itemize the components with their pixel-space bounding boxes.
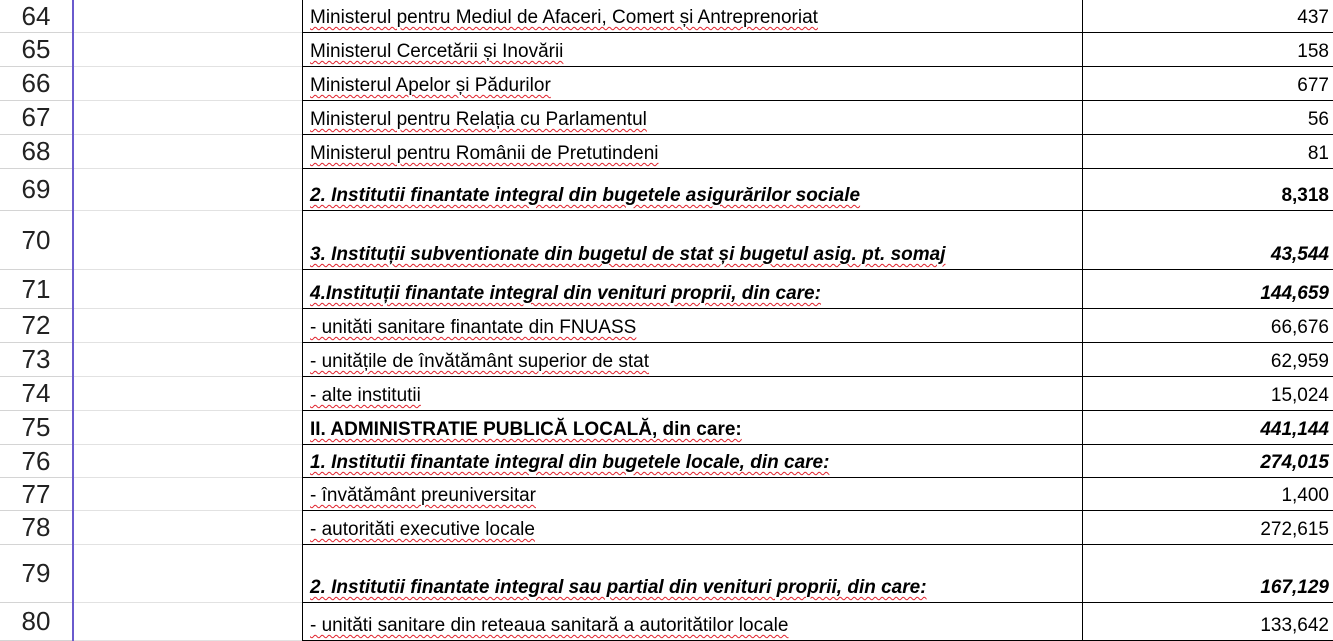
value-cell[interactable]: 677 xyxy=(1082,67,1333,101)
label-text: - alte institutii xyxy=(310,385,421,406)
label-cell[interactable] xyxy=(302,545,1082,603)
label-cell[interactable] xyxy=(302,445,1082,478)
label-text: Ministerul pentru Relația cu Parlamentul xyxy=(310,109,647,130)
label-cell[interactable] xyxy=(302,377,1082,411)
table-row xyxy=(0,411,1333,445)
label-cell[interactable] xyxy=(302,511,1082,545)
row-number[interactable]: 73 xyxy=(0,343,72,377)
label-text: - autorităti executive locale xyxy=(310,519,535,540)
empty-cell[interactable] xyxy=(74,0,302,33)
table-row xyxy=(0,343,1333,377)
label-text: - învătământ preuniversitar xyxy=(310,485,536,506)
label-cell[interactable] xyxy=(302,169,1082,211)
label-text: Ministerul Cercetării și Inovării xyxy=(310,41,564,62)
table-row xyxy=(0,169,1333,211)
table-row xyxy=(0,511,1333,545)
label-cell[interactable] xyxy=(302,211,1082,270)
row-number[interactable]: 68 xyxy=(0,135,72,169)
empty-cell[interactable] xyxy=(74,377,302,411)
value-cell[interactable]: 43,544 xyxy=(1082,211,1333,270)
value-cell[interactable]: 437 xyxy=(1082,0,1333,33)
row-number[interactable]: 69 xyxy=(0,169,72,211)
empty-cell[interactable] xyxy=(74,33,302,67)
table-row xyxy=(0,603,1333,641)
label-cell[interactable] xyxy=(302,0,1082,33)
value-cell[interactable]: 1,400 xyxy=(1082,478,1333,511)
value-cell[interactable]: 8,318 xyxy=(1082,169,1333,211)
table-row xyxy=(0,478,1333,511)
table-row xyxy=(0,33,1333,67)
table-row xyxy=(0,270,1333,309)
label-cell[interactable] xyxy=(302,309,1082,343)
empty-cell[interactable] xyxy=(74,67,302,101)
label-text: 1. Institutii finantate integral din bugetele locale, din care: xyxy=(310,452,830,473)
label-cell[interactable] xyxy=(302,411,1082,445)
value-cell[interactable]: 167,129 xyxy=(1082,545,1333,603)
empty-cell[interactable] xyxy=(74,603,302,641)
label-cell[interactable] xyxy=(302,343,1082,377)
row-number[interactable]: 64 xyxy=(0,0,72,33)
label-text: - unitățile de învătământ superior de stat xyxy=(310,351,650,372)
value-cell[interactable]: 133,642 xyxy=(1082,603,1333,641)
table-row xyxy=(0,377,1333,411)
empty-cell[interactable] xyxy=(74,135,302,169)
row-number[interactable]: 74 xyxy=(0,377,72,411)
label-text: Ministerul pentru Românii de Pretutindeni xyxy=(310,143,659,164)
value-cell[interactable]: 81 xyxy=(1082,135,1333,169)
row-number[interactable]: 79 xyxy=(0,545,72,603)
row-number[interactable]: 67 xyxy=(0,101,72,135)
label-cell[interactable] xyxy=(302,478,1082,511)
empty-cell[interactable] xyxy=(74,270,302,309)
row-number[interactable]: 72 xyxy=(0,309,72,343)
value-cell[interactable]: 15,024 xyxy=(1082,377,1333,411)
label-text: - unităti sanitare din reteaua sanitară a autoritătilor locale xyxy=(310,615,789,636)
empty-cell[interactable] xyxy=(74,445,302,478)
row-number[interactable]: 77 xyxy=(0,478,72,511)
value-cell[interactable]: 441,144 xyxy=(1082,411,1333,445)
row-number[interactable]: 71 xyxy=(0,270,72,309)
row-number[interactable]: 65 xyxy=(0,33,72,67)
empty-cell[interactable] xyxy=(74,101,302,135)
value-cell[interactable]: 56 xyxy=(1082,101,1333,135)
label-text: 3. Instituții subventionate din bugetul de stat și bugetul asig. pt. somaj xyxy=(310,244,946,265)
value-cell[interactable]: 144,659 xyxy=(1082,270,1333,309)
empty-cell[interactable] xyxy=(74,478,302,511)
label-text: - unităti sanitare finantate din FNUASS xyxy=(310,317,637,338)
table-row xyxy=(0,135,1333,169)
value-cell[interactable]: 272,615 xyxy=(1082,511,1333,545)
empty-cell[interactable] xyxy=(74,343,302,377)
empty-cell[interactable] xyxy=(74,411,302,445)
label-text: 4.Instituții finantate integral din venituri proprii, din care: xyxy=(310,283,821,304)
row-number[interactable]: 75 xyxy=(0,411,72,445)
table-row xyxy=(0,211,1333,270)
label-cell[interactable] xyxy=(302,33,1082,67)
value-cell[interactable]: 62,959 xyxy=(1082,343,1333,377)
label-cell[interactable] xyxy=(302,270,1082,309)
row-number[interactable]: 80 xyxy=(0,603,72,641)
label-text: 2. Institutii finantate integral din bugetele asigurărilor sociale xyxy=(310,185,861,206)
label-text: Ministerul pentru Mediul de Afaceri, Comert și Antreprenoriat xyxy=(310,7,818,28)
value-cell[interactable]: 66,676 xyxy=(1082,309,1333,343)
row-number[interactable]: 78 xyxy=(0,511,72,545)
table-row xyxy=(0,445,1333,478)
empty-cell[interactable] xyxy=(74,211,302,270)
label-text: 2. Institutii finantate integral sau partial din venituri proprii, din care: xyxy=(310,577,927,598)
table-row xyxy=(0,0,1333,33)
row-number[interactable]: 76 xyxy=(0,445,72,478)
table-row xyxy=(0,67,1333,101)
empty-cell[interactable] xyxy=(74,511,302,545)
label-cell[interactable] xyxy=(302,67,1082,101)
value-cell[interactable]: 274,015 xyxy=(1082,445,1333,478)
table-row xyxy=(0,309,1333,343)
row-number[interactable]: 70 xyxy=(0,211,72,270)
empty-cell[interactable] xyxy=(74,309,302,343)
table-row xyxy=(0,101,1333,135)
empty-cell[interactable] xyxy=(74,545,302,603)
label-text: Ministerul Apelor și Pădurilor xyxy=(310,75,551,96)
row-number[interactable]: 66 xyxy=(0,67,72,101)
table-row xyxy=(0,545,1333,603)
row-header-border xyxy=(72,0,74,641)
label-cell[interactable] xyxy=(302,135,1082,169)
label-text: II. ADMINISTRATIE PUBLICĂ LOCALĂ, din care: xyxy=(310,419,742,440)
label-cell[interactable] xyxy=(302,603,1082,641)
label-cell[interactable] xyxy=(302,101,1082,135)
value-cell[interactable]: 158 xyxy=(1082,33,1333,67)
empty-cell[interactable] xyxy=(74,169,302,211)
